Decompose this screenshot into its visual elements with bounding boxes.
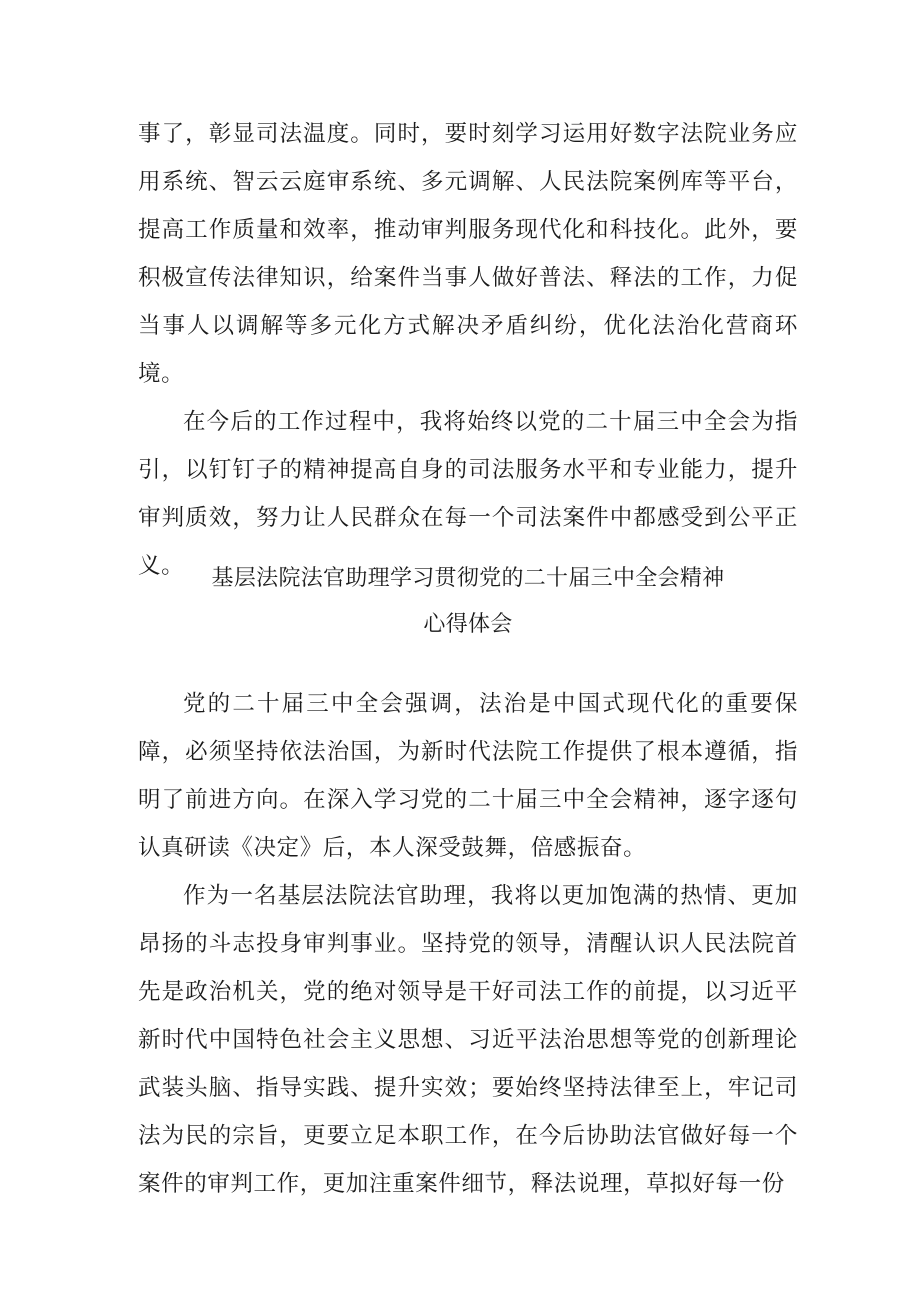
article-title-line: 基层法院法官助理学习贯彻党的二十届三中全会精神: [211, 566, 725, 591]
previous-article-continuation: [138, 110, 798, 590]
paragraph: 作为一名基层法院法官助理，我将以更加饱满的热情、更加昂扬的斗志投身审判事业。坚持党的领导，清醒认识人民法院首先是政治机关，党的绝对领导是干好司法工作的前提，以习近平新时代中国特色社会主义思想、习近平法治思想等党的创新理论武装头脑、指导实践、提升实效；要始终坚持法律至上，牢记司法为民的宗旨，更要立足本职工作，在今后协助法官做好每一个案件的审判工作，更加注重案件细节，释法说理，草拟好每一份: [138, 883, 798, 1197]
article-title-line: 心得体会: [423, 612, 513, 637]
paragraph: 事了，彰显司法温度。同时，要时刻学习运用好数字法院业务应用系统、智云云庭审系统、多元调解、人民法院案例库等平台，提高工作质量和效率，推动审判服务现代化和科技化。此外，要积极宣传法律知识，给案件当事人做好普法、释法的工作，力促当事人以调解等多元化方式解决矛盾纠纷，优化法治化营商环境。: [138, 121, 798, 387]
paragraph: 党的二十届三中全会强调，法治是中国式现代化的重要保障，必须坚持依法治国，为新时代法院工作提供了根本遵循，指明了前进方向。在深入学习党的二十届三中全会精神，逐字逐句认真研读《决定》后，本人深受鼓舞，倍感振奋。: [138, 691, 798, 861]
article-title: [138, 556, 798, 648]
article-body: [138, 680, 798, 1208]
paragraph: 在今后的工作过程中，我将始终以党的二十届三中全会为指引，以钉钉子的精神提高自身的司法服务水平和专业能力，提升审判质效，努力让人民群众在每一个司法案件中都感受到公平正义。: [138, 409, 798, 579]
